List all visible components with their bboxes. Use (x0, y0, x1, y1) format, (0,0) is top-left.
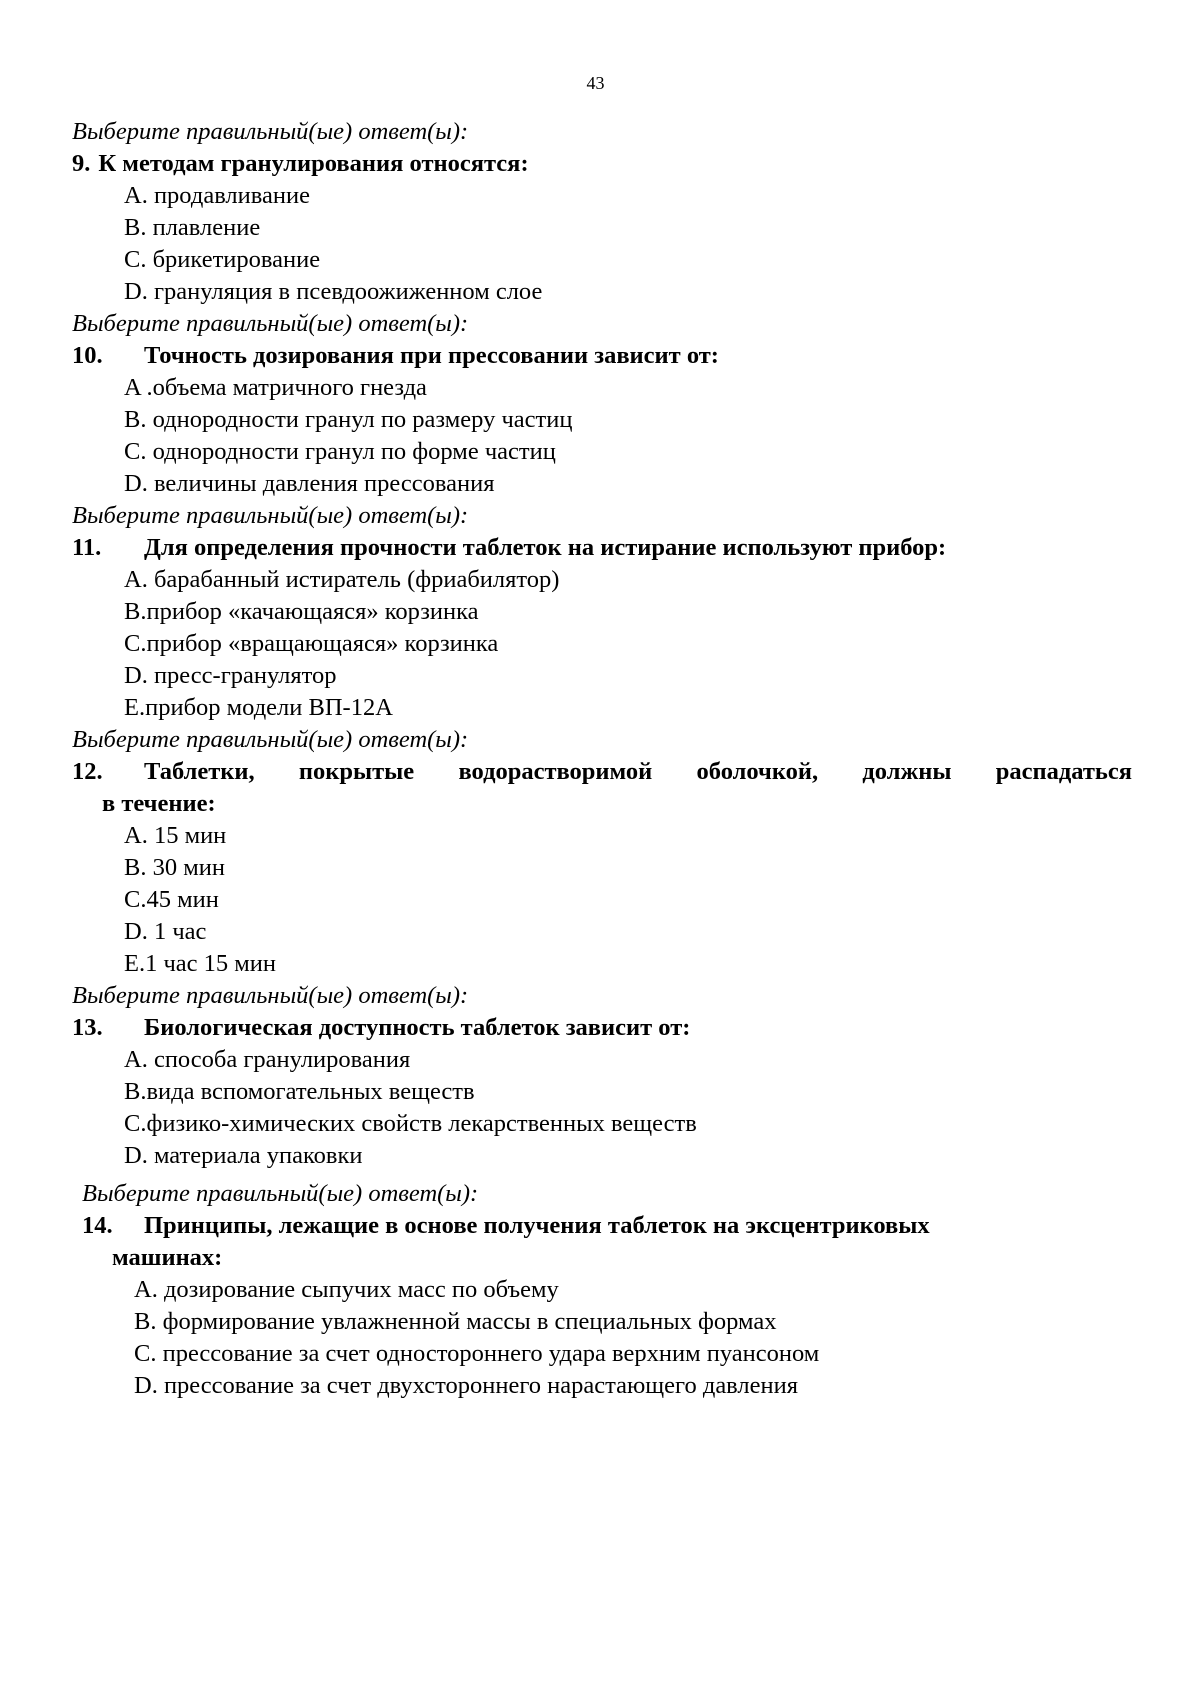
answer-option: A. способа гранулирования (124, 1046, 411, 1073)
answer-option: C.прибор «вращающаяся» корзинка (124, 630, 499, 657)
answer-options (72, 820, 1132, 980)
question-instruction: Выберите правильный(ые) ответ(ы): (82, 1180, 479, 1207)
answer-option: D. материала упаковки (124, 1142, 363, 1169)
answer-option: E.1 час 15 мин (124, 950, 277, 977)
answer-option: C.физико-химических свойств лекарственных веществ (124, 1110, 697, 1137)
question-header (72, 532, 1132, 564)
question-header (72, 340, 1132, 372)
question-header (82, 1210, 1132, 1242)
question-text-continuation: в течение: (102, 790, 216, 817)
answer-option: C.45 мин (124, 886, 219, 913)
answer-option: D. пресс-гранулятор (124, 662, 337, 689)
question-instruction: Выберите правильный(ые) ответ(ы): (72, 502, 469, 529)
answer-option: D. прессование за счет двухстороннего нарастающего давления (134, 1372, 799, 1399)
question-text: Принципы, лежащие в основе получения таблеток на эксцентриковых (144, 1212, 930, 1239)
answer-option: B.прибор «качающаяся» корзинка (124, 598, 479, 625)
answer-option: B. однородности гранул по размеру частиц (124, 406, 573, 433)
question-12 (72, 724, 1132, 980)
page-number: 43 (586, 73, 605, 93)
question-header (72, 148, 1132, 180)
answer-options (72, 180, 1132, 308)
question-instruction: Выберите правильный(ые) ответ(ы): (72, 726, 469, 753)
question-text-continuation: машинах: (112, 1244, 223, 1271)
answer-option: A. дозирование сыпучих масс по объему (134, 1276, 559, 1303)
answer-option: D. 1 час (124, 918, 207, 945)
question-number: 12. (72, 758, 103, 785)
answer-options (82, 1274, 1132, 1402)
question-number: 9. (72, 150, 91, 177)
answer-option: C. прессование за счет одностороннего удара верхним пуансоном (134, 1340, 820, 1367)
question-number: 14. (82, 1212, 113, 1239)
question-text: Для определения прочности таблеток на истирание используют прибор: (144, 534, 947, 561)
question-text: Биологическая доступность таблеток зависит от: (144, 1014, 691, 1041)
question-instruction: Выберите правильный(ые) ответ(ы): (72, 310, 469, 337)
answer-option: E.прибор модели ВП-12А (124, 694, 393, 721)
answer-option: B. плавление (124, 214, 261, 241)
question-number: 10. (72, 342, 103, 369)
question-9 (72, 116, 1132, 308)
question-text: Таблетки, покрытые водорастворимой оболочкой, должны распадаться (144, 758, 1132, 785)
answer-option: A .объема матричного гнезда (124, 374, 427, 401)
question-text: К методам гранулирования относятся: (98, 150, 529, 177)
answer-options (72, 1044, 1132, 1172)
answer-option: D. величины давления прессования (124, 470, 495, 497)
test-questions (72, 116, 1132, 1402)
answer-option: B. 30 мин (124, 854, 225, 881)
answer-options (72, 564, 1132, 724)
question-instruction: Выберите правильный(ые) ответ(ы): (72, 982, 469, 1009)
answer-option: A. продавливание (124, 182, 310, 209)
answer-option: A. барабанный истиратель (фриабилятор) (124, 566, 560, 593)
answer-option: B.вида вспомогательных веществ (124, 1078, 475, 1105)
question-14 (82, 1178, 1132, 1402)
answer-option: D. грануляция в псевдоожиженном слое (124, 278, 543, 305)
question-11 (72, 500, 1132, 724)
answer-option: B. формирование увлажненной массы в специальных формах (134, 1308, 777, 1335)
question-instruction: Выберите правильный(ые) ответ(ы): (72, 118, 469, 145)
question-header (72, 756, 1132, 788)
answer-option: C. брикетирование (124, 246, 321, 273)
answer-option: A. 15 мин (124, 822, 227, 849)
answer-option: C. однородности гранул по форме частиц (124, 438, 556, 465)
question-number: 13. (72, 1014, 103, 1041)
answer-options (72, 372, 1132, 500)
question-text: Точность дозирования при прессовании зависит от: (144, 342, 719, 369)
question-10 (72, 308, 1132, 500)
question-13 (72, 980, 1132, 1172)
question-header (72, 1012, 1132, 1044)
question-number: 11. (72, 534, 102, 561)
